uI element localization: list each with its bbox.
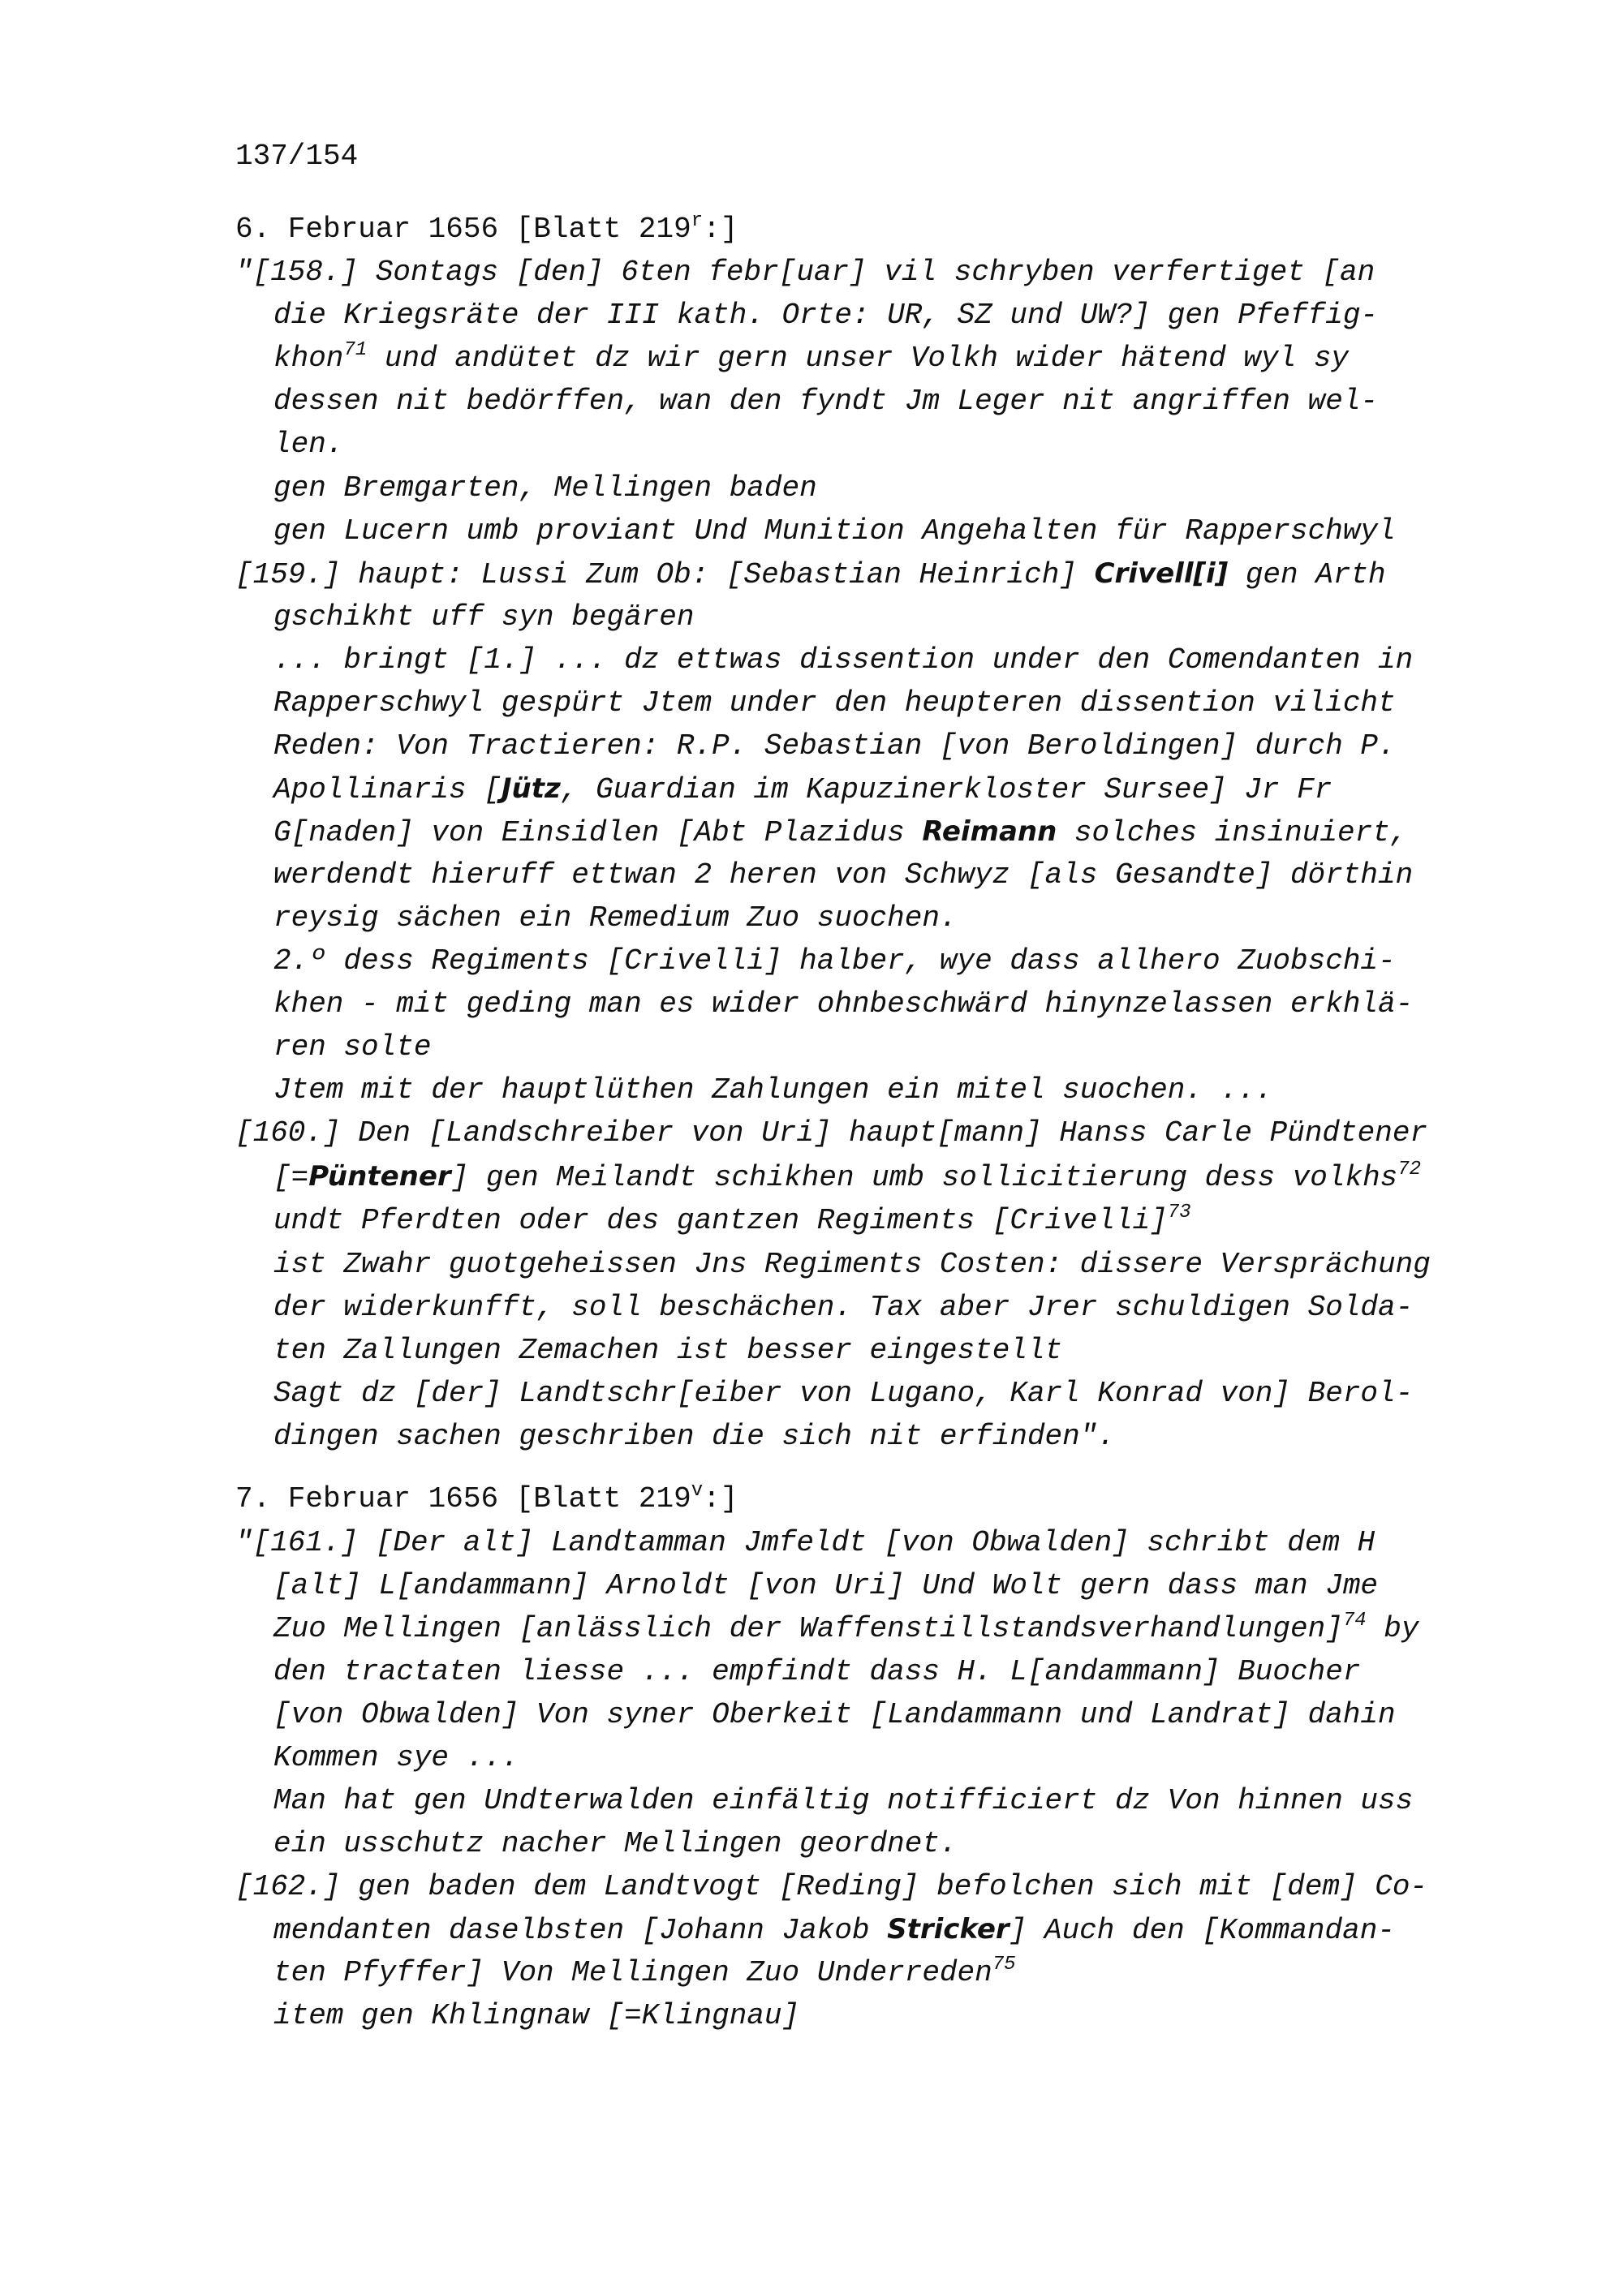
text-line: ten Pfyffer] Von Mellingen Zuo Underreden$^{75}$ (273, 1954, 1016, 1989)
entry-date-heading: 6. Februar 1656 [Blatt 219$^r$:] (235, 210, 738, 246)
entry-date-heading: 7. Februar 1656 [Blatt 219$^v$:] (235, 1480, 738, 1516)
text-line: ten Zallungen Zemachen ist besser eingestellt (273, 1334, 1063, 1367)
text-line: [alt] L[andammann] Arnoldt [von Uri] Und Wolt gern dass man Jme (273, 1569, 1379, 1602)
text-line: dingen sachen geschriben die sich nit erfinden". (273, 1420, 1115, 1453)
text-line: Sagt dz [der] Landtschr[eiber von Lugano, Karl Konrad von] Berol- (273, 1377, 1414, 1410)
footnote-ref: 72 (1397, 1159, 1422, 1180)
bold-name: Crivell[i] (1094, 557, 1229, 590)
text-line: ein usschutz nacher Mellingen geordnet. (273, 1827, 958, 1860)
text-line: Rapperschwyl gespürt Jtem under den heupteren dissention vilicht (273, 686, 1396, 720)
text-line: Zuo Mellingen [anlässlich der Waffenstillstandsverhandlungen]$^{74}$ by (273, 1610, 1419, 1645)
bold-name: Jütz (501, 772, 561, 805)
text-line: ... bringt [1.] ... dz ettwas dissention under den Comendanten in (273, 643, 1414, 677)
text-line: [von Obwalden] Von syner Oberkeit [Landammann und Landrat] dahin (273, 1698, 1396, 1731)
text-line: den tractaten liesse ... empfindt dass H. L[andammann] Buocher (273, 1655, 1361, 1688)
text-line: Jtem mit der hauptlüthen Zahlungen ein mitel suochen. ... (273, 1073, 1273, 1107)
text-line: gen Bremgarten, Mellingen baden (273, 471, 817, 505)
text-line: dessen nit bedörffen, wan den fyndt Jm Leger nit angriffen wel- (273, 385, 1379, 418)
text-line: die Kriegsräte der III kath. Orte: UR, SZ und UW?] gen Pfeffig- (273, 299, 1379, 332)
text-line: Man hat gen Undterwalden einfältig notifficiert dz Von hinnen uss (273, 1784, 1414, 1817)
text-line: gschikht uff syn begären (273, 600, 695, 634)
text-line: G[naden] von Einsidlen [Abt Plazidus Reimann solches insinuiert, (273, 815, 1408, 849)
text-line: Apollinaris [Jütz, Guardian im Kapuzinerkloster Sursee] Jr Fr (273, 772, 1332, 806)
footnote-ref: 74 (1342, 1610, 1367, 1632)
text-line: [162.] gen baden dem Landtvogt [Reding] befolchen sich mit [dem] Co- (235, 1870, 1428, 1903)
text-line: ren solte (273, 1030, 432, 1064)
text-line: item gen Khlingnaw [=Klingnau] (273, 1999, 800, 2032)
text-line: [=Püntener] gen Meilandt schikhen umb sollicitierung dess volkhs$^{72}$ (273, 1159, 1422, 1194)
text-line: 2.º dess Regiments [Crivelli] halber, wye dass allhero Zuobschi- (273, 944, 1396, 978)
bold-name: Reimann (922, 815, 1057, 848)
text-line: Kommen sye ... (273, 1741, 519, 1774)
footnote-ref: 73 (1167, 1202, 1191, 1223)
text-line: mendanten daselbsten [Johann Jakob Stricker] Auch den [Kommandan- (273, 1913, 1395, 1947)
text-line: Reden: Von Tractieren: R.P. Sebastian [von Beroldingen] durch P. (273, 729, 1396, 763)
text-line: len. (273, 428, 344, 461)
text-line: [160.] Den [Landschreiber von Uri] haupt[mann] Hanss Carle Pündtener (235, 1116, 1428, 1150)
text-line: khen - mit geding man es wider ohnbeschwärd hinynzelassen erkhlä- (273, 987, 1414, 1021)
text-line: reysig sächen ein Remedium Zuo suochen. (273, 901, 958, 935)
text-line: "[158.] Sontags [den] 6ten febr[uar] vil schryben verfertiget [an (235, 256, 1375, 289)
text-line: ist Zwahr guotgeheissen Jns Regiments Costen: dissere Versprächung (273, 1248, 1431, 1281)
text-line: khon$^{71}$ und andütet dz wir gern unser Volkh wider hätend wyl sy (273, 339, 1350, 375)
text-line: "[161.] [Der alt] Landtamman Jmfeldt [von Obwalden] schribt dem H (235, 1526, 1375, 1559)
footnote-ref: 71 (343, 339, 368, 361)
text-line: [159.] haupt: Lussi Zum Ob: [Sebastian Heinrich] Crivell[i] gen Arth (235, 557, 1386, 591)
text-line: gen Lucern umb proviant Und Munition Angehalten für Rapperschwyl (273, 514, 1396, 548)
bold-name: Stricker (887, 1913, 1010, 1946)
bold-name: Püntener (308, 1160, 451, 1193)
text-line: der widerkunfft, soll beschächen. Tax aber Jrer schuldigen Solda- (273, 1291, 1414, 1324)
page-number: 137/154 (235, 140, 359, 173)
text-line: undt Pferdten oder des gantzen Regiments [Crivelli]$^{73}$ (273, 1202, 1191, 1237)
text-line: werdendt hieruff ettwan 2 heren von Schwyz [als Gesandte] dörthin (273, 858, 1414, 892)
footnote-ref: 75 (992, 1954, 1016, 1976)
